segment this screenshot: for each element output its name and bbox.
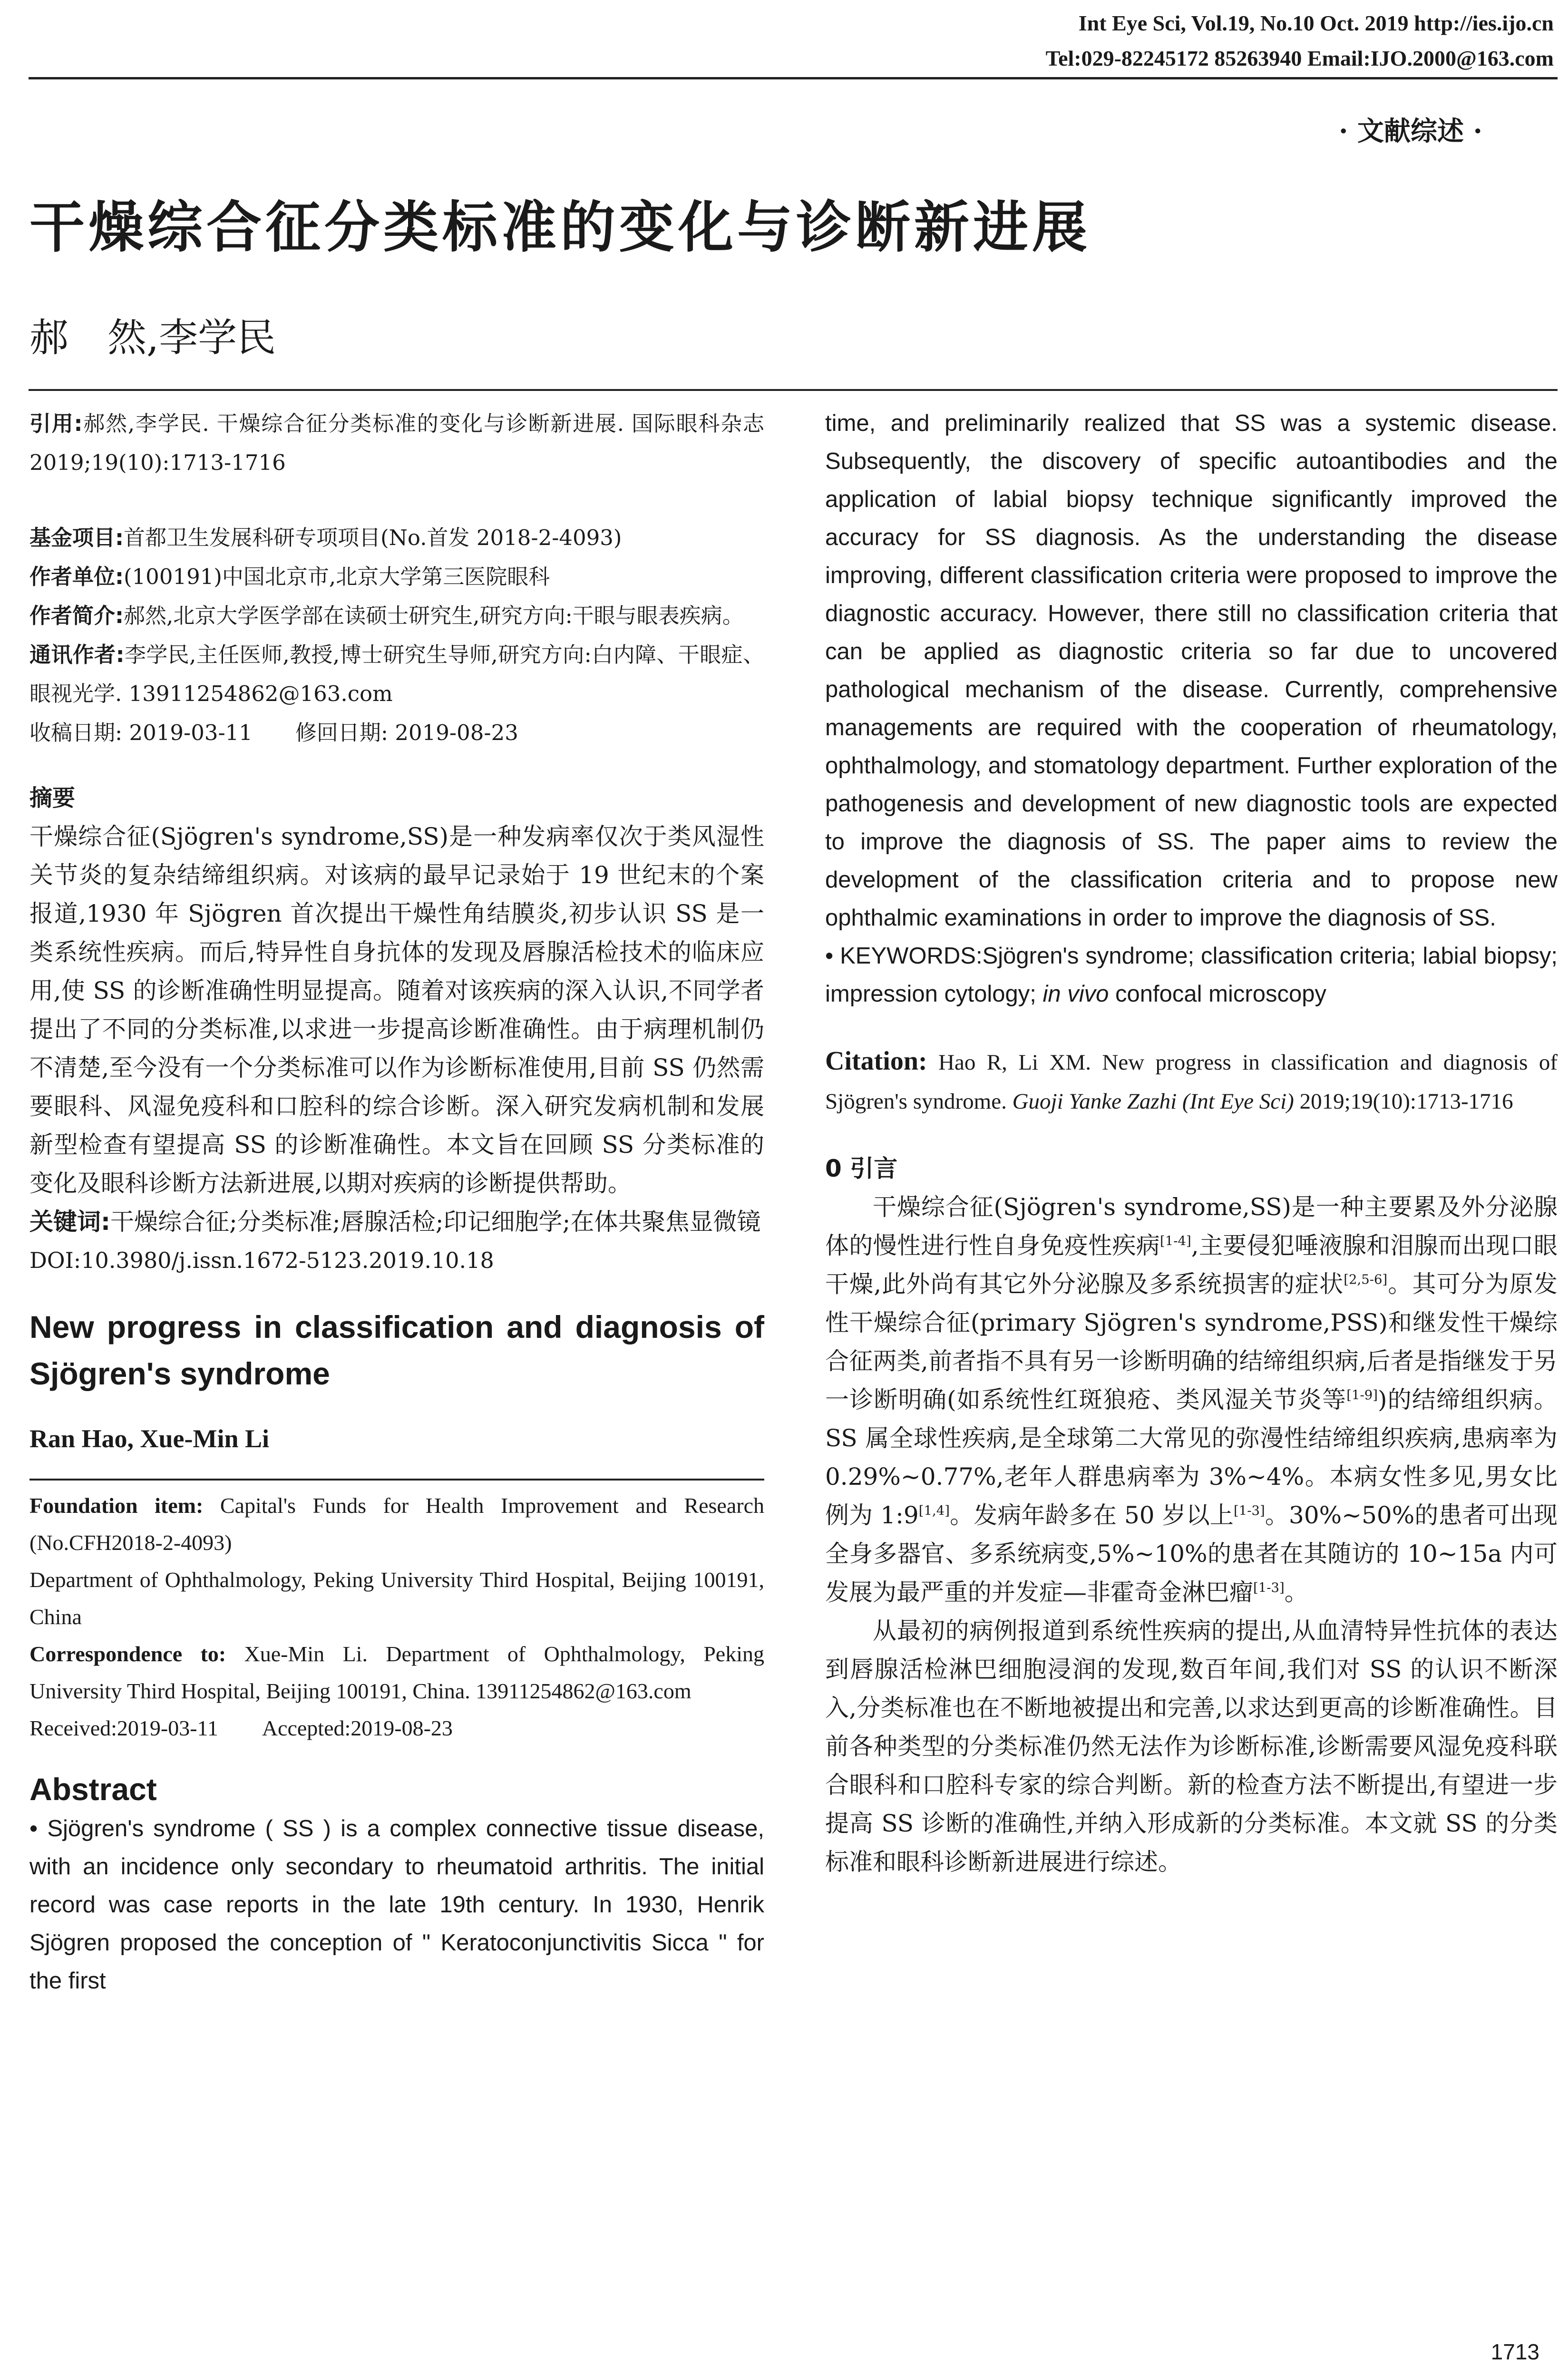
doi: DOI:10.3980/j.issn.1672-5123.2019.10.18: [29, 1247, 494, 1273]
abstract-zh: 干燥综合征(Sjögren's syndrome,SS)是一种发病率仅次于类风湿性关节炎的复杂结缔组织病。对该病的最早记录始于 19 世纪末的个案报道,1930 年 Sjögren 首次提出干燥性角结膜炎,初步认识 SS 是一类系统性疾病。而后,特异性自身抗体的发现及唇腺活检技术的临床应用,使 SS 的诊断准确性明显提高。随着对该疾病的深入认识,不同学者提出了不同的分类标准,以求进一步提高诊断准确性。由于病理机制仍不清楚,至今没有一个分类标准可以作为诊断标准使用,目前 SS 仍然需要眼科、风湿免疫科和口腔科的综合诊断。深入研究发病机制和发展新型检查有望提高 SS 的诊断准确性。本文旨在回顾 SS 分类标准的变化及眼科诊断方法新进展,以期对疾病的诊断提供帮助。: [29, 823, 764, 1197]
authors-en: Ran Hao, Xue-Min Li: [29, 1424, 270, 1453]
paragraph-text: 。发病年龄多在 50 岁以上: [949, 1501, 1234, 1529]
citation-ref: [1-3]: [1234, 1503, 1265, 1519]
paragraph-text: 干燥综合征(Sjögren's syndrome,SS)是一种主要累及外分泌腺体的慢性进行性自身免疫性疾病: [825, 1193, 1558, 1259]
paragraph-text: 。30%~50%的患者可出现全身多器官、多系统病变,5%~10%的患者在其随访的 10~15a 内可发展为最严重的并发症—非霍奇金淋巴瘤: [825, 1501, 1558, 1606]
section-label: · 文献综述 ·: [1339, 116, 1482, 147]
authors-zh: 郝 然,李学民: [29, 315, 276, 360]
correspondence-en: Correspondence to: Xue-Min Li. Department of Ophthalmology, Peking University Third Hospital, Beijing 100191, China. 13911254862@163.com: [29, 1642, 765, 1703]
intro-paragraph-2: 从最初的病例报道到系统性疾病的提出,从血清特异性抗体的表达到唇腺活检淋巴细胞浸润的发现,数百年间,我们对 SS 的认识不断深入,分类标准也在不断地被提出和完善,以求达到更高的诊断准确性。目前各种类型的分类标准仍然无法作为诊断标准,诊断需要风湿免疫科联合眼科和口腔科专家的综合判断。新的检查方法不断提出,有望进一步提高 SS 诊断的准确性,并纳入形成新的分类标准。本文就 SS 的分类标准和眼科诊断新进展进行综述。: [825, 1617, 1558, 1876]
paragraph-text: 。: [1284, 1578, 1308, 1606]
received-en: Received:2019-03-11 Accepted:2019-08-23: [29, 1716, 453, 1740]
foundation-en: Foundation item: Capital's Funds for Health Improvement and Research (No.CFH2018-2-4093): [29, 1493, 764, 1555]
header-contact-line: Tel:029-82245172 85263940 Email:IJO.2000@163.com: [1045, 46, 1554, 70]
bio-zh: 作者简介:郝然,北京大学医学部在读硕士研究生,研究方向:干眼与眼表疾病。: [29, 603, 744, 628]
citation-ref: [2,5-6]: [1344, 1272, 1388, 1287]
citation-en: Citation: Hao R, Li XM. New progress in classification and diagnosis of Sjögren's syndrome. Guoji Yanke Zazhi (Int Eye Sci) 2019;19(10):1713-1716: [825, 1046, 1558, 1114]
department-en: Department of Ophthalmology, Peking University Third Hospital, Beijing 100191, China: [29, 1568, 764, 1629]
keywords-en: • KEYWORDS:Sjögren's syndrome; classification criteria; labial biopsy; impression cytology; in vivo confocal microscopy: [825, 943, 1558, 1007]
citation-ref: [1-3]: [1253, 1580, 1285, 1596]
dates-zh: 收稿日期: 2019-03-11 修回日期: 2019-08-23: [29, 720, 518, 745]
right-column: [825, 404, 1558, 1881]
keywords-zh: 关键词:干燥综合征;分类标准;唇腺活检;印记细胞学;在体共聚焦显微镜: [29, 1208, 761, 1236]
abstract-en-cont: time, and preliminarily realized that SS was a systemic disease. Subsequently, the discovery of specific autoantibodies and the application of labial biopsy technique significantly improved the accuracy for SS diagnosis. As the understanding the disease improving, different classification criteria were proposed to improve the diagnostic accuracy. However, there still no classification criteria that can be applied as diagnostic criteria so far due to uncovered pathological mechanism of the disease. Currently, comprehensive managements are required with the cooperation of rheumatology, ophthalmology, and stomatology department. Further exploration of the pathogenesis and development of new diagnostic tools are expected to improve the diagnosis of SS. The paper aims to review the development of the classification criteria and to propose new ophthalmic examinations in order to improve the diagnosis of SS.: [825, 410, 1558, 931]
paragraph-text: )的结缔组织病。SS 属全球性疾病,是全球第二大常见的弥漫性结缔组织疾病,患病率为 0.29%~0.77%,老年人群患病率为 3%~4%。本病女性多见,男女比例为 1:9: [825, 1386, 1558, 1529]
article-title-en: New progress in classification and diagnosis of Sjögren's syndrome: [29, 1309, 764, 1391]
fund-zh: 基金项目:首都卫生发展科研专项项目(No.首发 2018-2-4093): [29, 525, 622, 550]
header-rule: [29, 77, 1558, 79]
citation-ref: [1-9]: [1346, 1387, 1378, 1403]
article-title: 干燥综合征分类标准的变化与诊断新进展: [29, 195, 1091, 260]
abstract-zh-heading: 摘要: [29, 785, 76, 811]
citation-ref: [1,4]: [918, 1503, 950, 1519]
intro-heading: 0 引言: [825, 1155, 898, 1182]
unit-zh: 作者单位:(100191)中国北京市,北京大学第三医院眼科: [29, 564, 550, 589]
paragraph-text: 。其可分为原发性干燥综合征(primary Sjögren's syndrome,PSS)和继发性干燥综合征两类,前者指不具有另一诊断明确的结缔组织病,后者是指继发于另一诊断明确(如系统性红斑狼疮、类风湿关节炎等: [825, 1270, 1558, 1413]
page-number: 1713: [1490, 2339, 1539, 2364]
header-journal-line: Int Eye Sci, Vol.19, No.10 Oct. 2019 http://ies.ijo.cn: [1078, 11, 1554, 35]
corr-zh: 通讯作者:李学民,主任医师,教授,博士研究生导师,研究方向:白内障、干眼症、眼视光学. 13911254862@163.com: [29, 642, 764, 706]
running-header: [1046, 6, 1554, 76]
title-rule: [29, 389, 1558, 391]
paragraph-text: ,主要侵犯唾液腺和泪腺而出现口眼干燥,此外尚有其它外分泌腺及多系统损害的症状: [825, 1232, 1558, 1298]
intro-paragraph-1: [825, 1188, 1558, 1612]
citation-ref: [1-4]: [1160, 1233, 1191, 1249]
abstract-en-start: • Sjögren's syndrome ( SS ) is a complex connective tissue disease, with an incidence only secondary to rheumatoid arthritis. The initial record was case reports in the late 19th century. In 1930, Henrik Sjögren proposed the conception of " Keratoconjunctivitis Sicca " for the first: [29, 1816, 764, 1994]
left-column: [29, 404, 764, 2000]
abstract-heading: Abstract: [29, 1772, 157, 1807]
citation-zh: 引用:郝然,李学民. 干燥综合征分类标准的变化与诊断新进展. 国际眼科杂志 2019;19(10):1713-1716: [29, 411, 764, 475]
